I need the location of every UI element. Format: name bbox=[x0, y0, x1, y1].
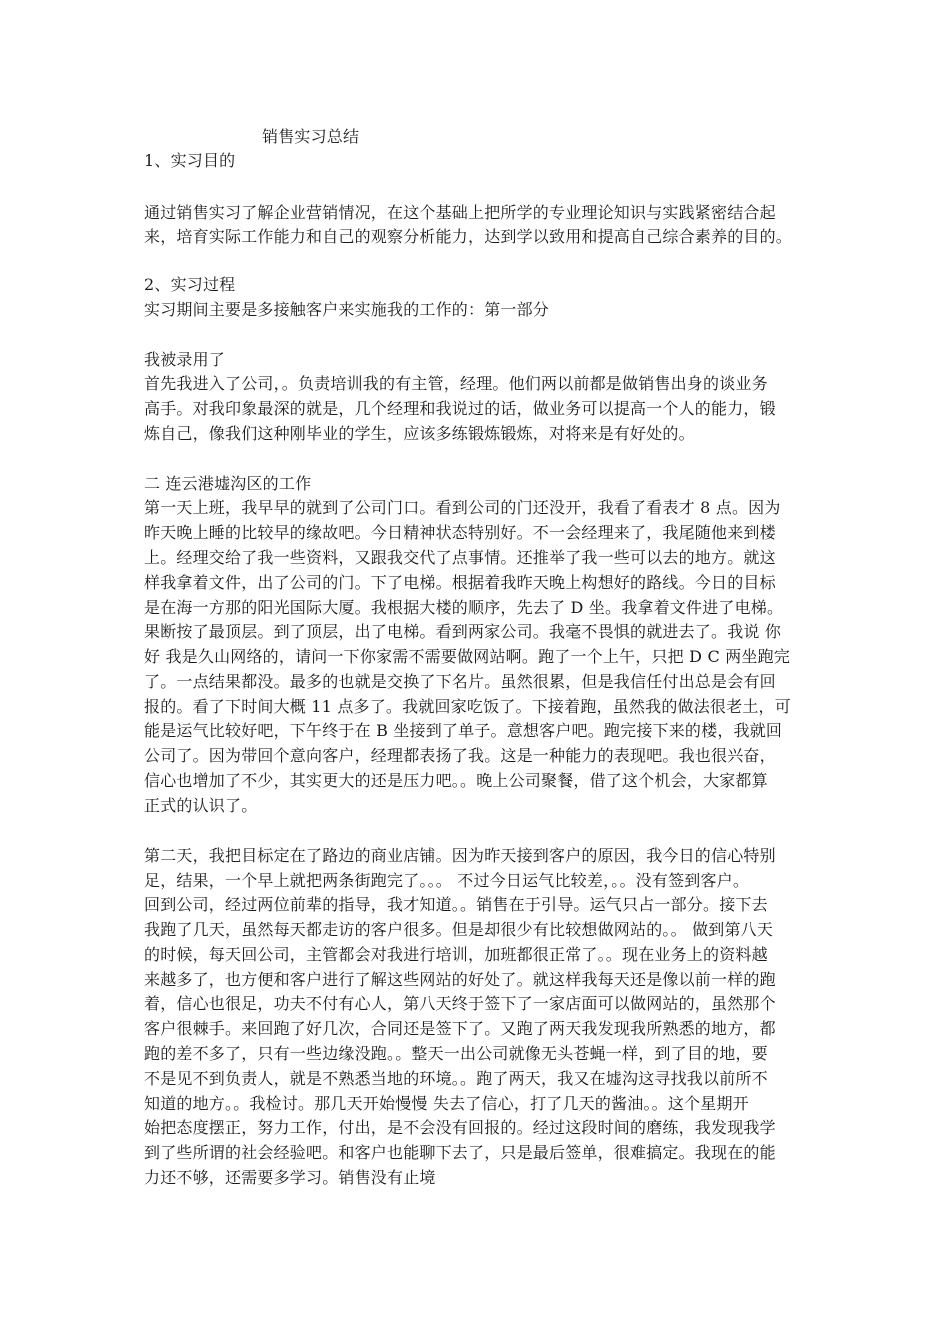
paragraph-line: 力还不够，还需要多学习。销售没有止境 bbox=[144, 1168, 436, 1187]
paragraph-line: 来，培育实际工作能力和自己的观察分析能力，达到学以致用和提高自己综合素养的目的。 bbox=[144, 227, 793, 246]
paragraph-line: 第二天，我把目标定在了路边的商业店铺。因为昨天接到客户的原因，我今日的信心特别 bbox=[144, 846, 776, 865]
paragraph-line: 能是运气比较好吧，下午终于在 B 坐接到了单子。意想客户吧。跑完接下来的楼，我就回 bbox=[144, 721, 783, 740]
section-heading: 1、实习目的 bbox=[144, 151, 236, 170]
paragraph-line: 客户很棘手。来回跑了好几次，合同还是签下了。又跑了两天我发现我所熟悉的地方，都 bbox=[144, 1019, 776, 1038]
paragraph-line: 跑的差不多了，只有一些边缘没跑。。整天一出公司就像无头苍蝇一样，到了目的地，要 bbox=[144, 1044, 768, 1063]
paragraph-line: 信心也增加了不少，其实更大的还是压力吧。。晚上公司聚餐，借了这个机会，大家都算 bbox=[144, 771, 768, 790]
paragraph-line: 公司了。因为带回个意向客户，经理都表扬了我。这是一种能力的表现吧。我也很兴奋， bbox=[144, 746, 776, 765]
section-heading: 2、实习过程 bbox=[144, 275, 236, 294]
paragraph-line: 首先我进入了公司，。负责培训我的有主管，经理。他们两以前都是做销售出身的谈业务 bbox=[144, 374, 768, 393]
paragraph-line: 始把态度摆正，努力工作，付出，是不会没有回报的。经过这段时间的磨练，我发现我学 bbox=[144, 1118, 776, 1137]
paragraph-line: 果断按了最顶层。到了顶层，出了电梯。看到两家公司。我毫不畏惧的就进去了。我说 你 bbox=[144, 622, 782, 641]
paragraph-line: 来越多了，也方便和客户进行了解这些网站的好处了。就这样我每天还是像以前一样的跑 bbox=[144, 970, 776, 989]
paragraph-line: 高手。对我印象最深的就是，几个经理和我说过的话，做业务可以提高一个人的能力，锻 bbox=[144, 399, 776, 418]
paragraph-line: 是在海一方那的阳光国际大厦。我根据大楼的顺序，先去了 D 坐。我拿着文件进了电梯。 bbox=[144, 598, 784, 617]
document-title: 销售实习总结 bbox=[262, 127, 360, 146]
paragraph-line: 好 我是久山网络的，请问一下你家需不需要做网站啊。跑了一个上午，只把 D C 两坐跑完 bbox=[144, 647, 791, 666]
paragraph-line: 第一天上班，我早早的就到了公司门口。看到公司的门还没开，我看了看表才 8 点。因为 bbox=[144, 498, 781, 517]
paragraph-line: 不是见不到负责人，就是不熟悉当地的环境。。跑了两天，我又在墟沟这寻找我以前所不 bbox=[144, 1069, 768, 1088]
paragraph-line: 足，结果，一个早上就把两条街跑完了。。。 不过今日运气比较差，。。没有签到客户。 bbox=[144, 871, 750, 890]
subsection-heading: 二 连云港墟沟区的工作 bbox=[144, 474, 312, 493]
paragraph-line: 回到公司，经过两位前辈的指导，我才知道。。销售在于引导。运气只占一部分。接下去 bbox=[144, 895, 768, 914]
paragraph-line: 了。一点结果都没。最多的也就是交换了下名片。虽然很累，但是我信任付出总是会有回 bbox=[144, 672, 776, 691]
paragraph-line: 上。经理交给了我一些资料，又跟我交代了点事情。还推举了我一些可以去的地方。就这 bbox=[144, 548, 776, 567]
paragraph-line: 实习期间主要是多接触客户来实施我的工作的：第一部分 bbox=[144, 300, 550, 319]
paragraph-line: 着，信心也很足，功夫不付有心人，第八天终于签下了一家店面可以做网站的，虽然那个 bbox=[144, 994, 776, 1013]
paragraph-line: 到了些所谓的社会经验吧。和客户也能聊下去了，只是最后签单，很难搞定。我现在的能 bbox=[144, 1143, 776, 1162]
paragraph-line: 的时候，每天回公司，主管都会对我进行培训，加班都很正常了。。现在业务上的资料越 bbox=[144, 945, 768, 964]
paragraph-line: 我跑了几天，虽然每天都走访的客户很多。但是却很少有比较想做网站的。。 做到第八天 bbox=[144, 920, 774, 939]
paragraph-line: 通过销售实习了解企业营销情况，在这个基础上把所学的专业理论知识与实践紧密结合起 bbox=[144, 203, 776, 222]
paragraph-line: 知道的地方。。我检讨。那几天开始慢慢 失去了信心，打了几天的酱油。。这个星期开 bbox=[144, 1094, 749, 1113]
paragraph-line: 样我拿着文件，出了公司的门。下了电梯。根据着我昨天晚上构想好的路线。今日的目标 bbox=[144, 573, 776, 592]
paragraph-line: 报的。看了下时间大概 11 点多了。我就回家吃饭了。下接着跑，虽然我的做法很老土，可 bbox=[144, 697, 791, 716]
paragraph-line: 炼自己，像我们这种刚毕业的学生，应该多练锻炼锻炼，对将来是有好处的。 bbox=[144, 424, 695, 443]
paragraph-line: 昨天晚上睡的比较早的缘故吧。今日精神状态特别好。不一会经理来了，我尾随他来到楼 bbox=[144, 523, 776, 542]
subsection-heading: 我被录用了 bbox=[144, 350, 226, 369]
paragraph-line: 正式的认识了。 bbox=[144, 796, 258, 815]
